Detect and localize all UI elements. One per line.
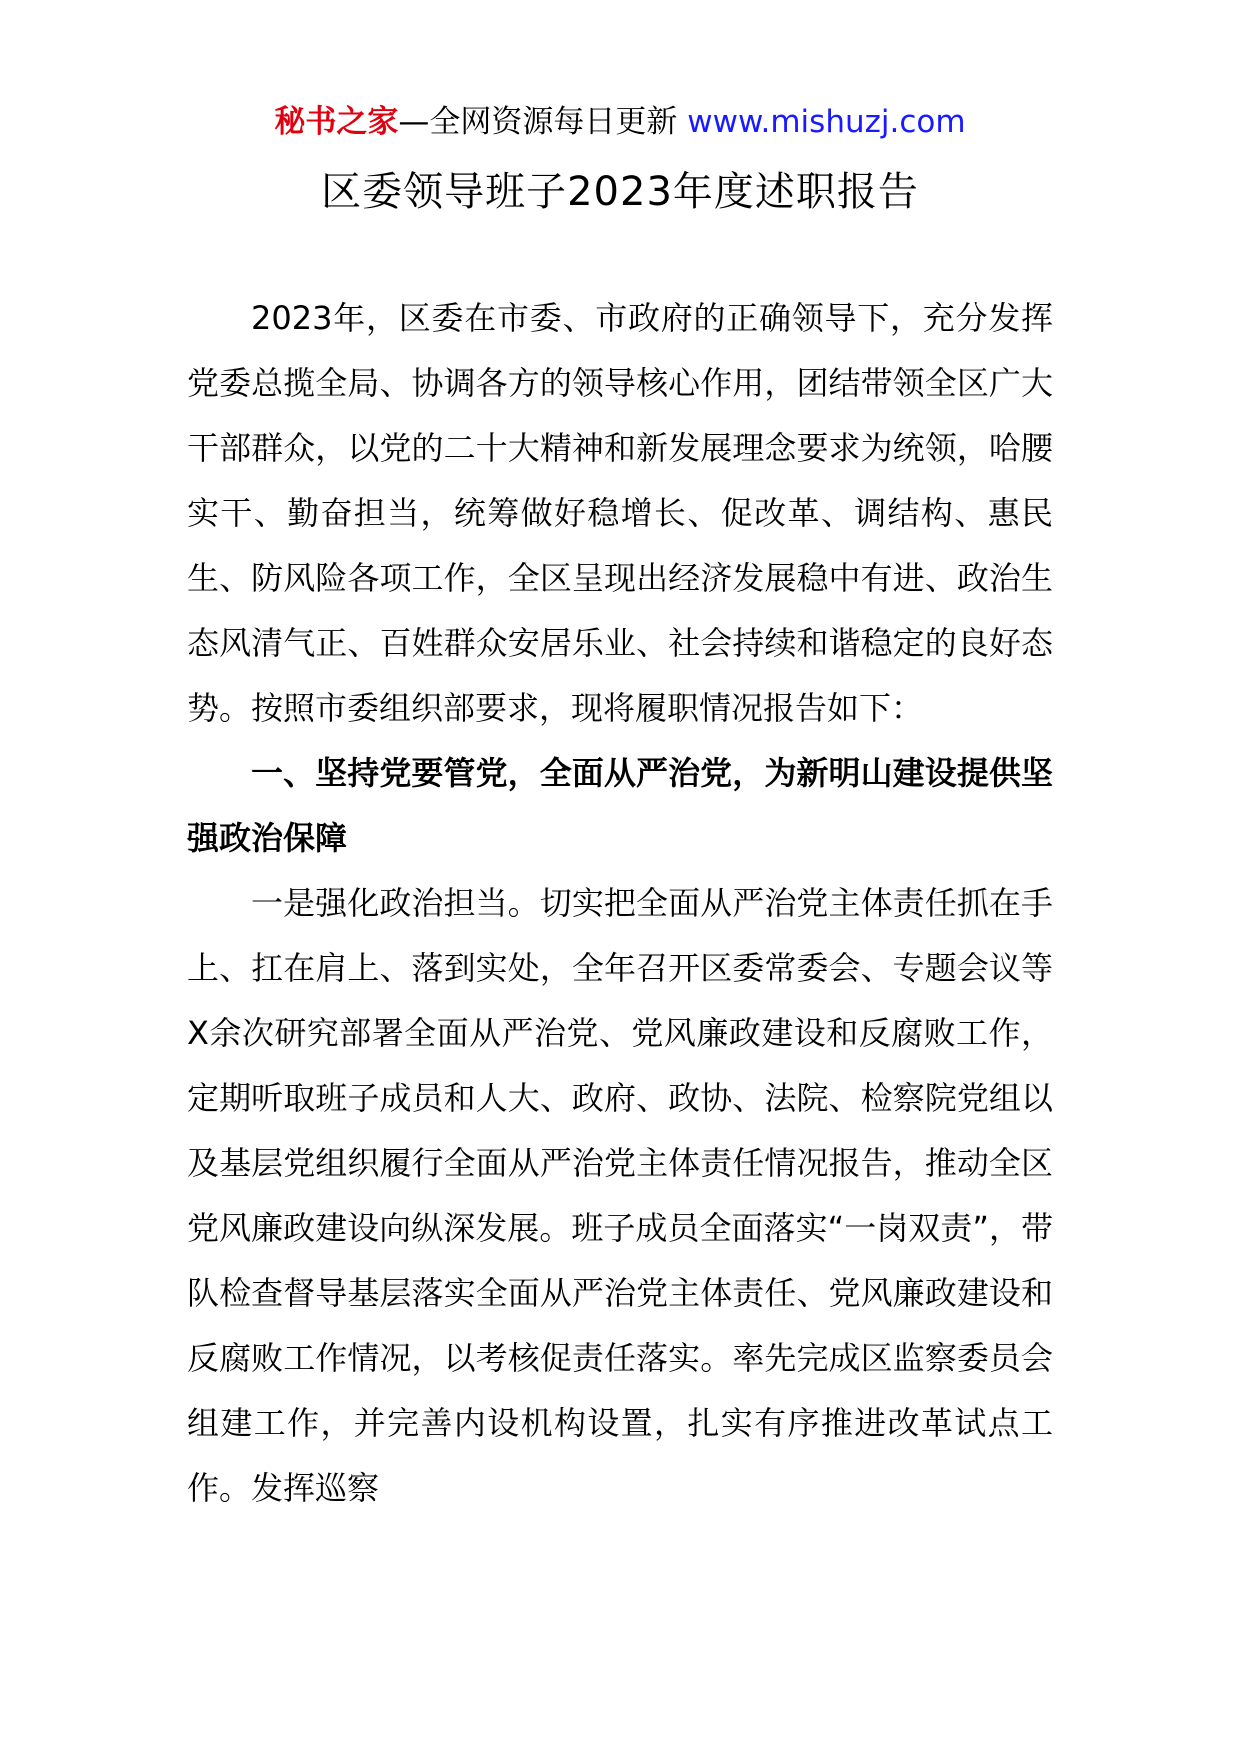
site-header [0, 100, 1240, 144]
document-body [187, 286, 1053, 1521]
section-1-paragraph-1: 一是强化政治担当。切实把全面从严治党主体责任抓在手上、扛在肩上、落到实处，全年召开区委常委会、专题会议等X余次研究部署全面从严治党、党风廉政建设和反腐败工作，定期听取班子成员和人大、政府、政协、法院、检察院党组以及基层党组织履行全面从严治党主体责任情况报告，推动全区党风廉政建设向纵深发展。班子成员全面落实“一岗双责”，带队检查督导基层落实全面从严治党主体责任、党风廉政建设和反腐败工作情况，以考核促责任落实。率先完成区监察委员会组建工作，并完善内设机构设置，扎实有序推进改革试点工作。发挥巡察 [187, 884, 1053, 1507]
brand-name: 秘书之家 [274, 104, 399, 140]
header-tagline: —全网资源每日更新 [398, 104, 678, 140]
intro-paragraph: 2023年，区委在市委、市政府的正确领导下，充分发挥党委总揽全局、协调各方的领导核心作用，团结带领全区广大干部群众，以党的二十大精神和新发展理念要求为统领，哈腰实干、勤奋担当，统筹做好稳增长、促改革、调结构、惠民生、防风险各项工作，全区呈现出经济发展稳中有进、政治生态风清气正、百姓群众安居乐业、社会持续和谐稳定的良好态势。按照市委组织部要求，现将履职情况报告如下： [187, 299, 1053, 727]
section-heading-1: 一、坚持党要管党，全面从严治党，为新明山建设提供坚强政治保障 [187, 754, 1053, 857]
website-link[interactable]: www.mishuzj.com [687, 104, 966, 140]
document-title: 区委领导班子2023年度述职报告 [321, 169, 919, 215]
